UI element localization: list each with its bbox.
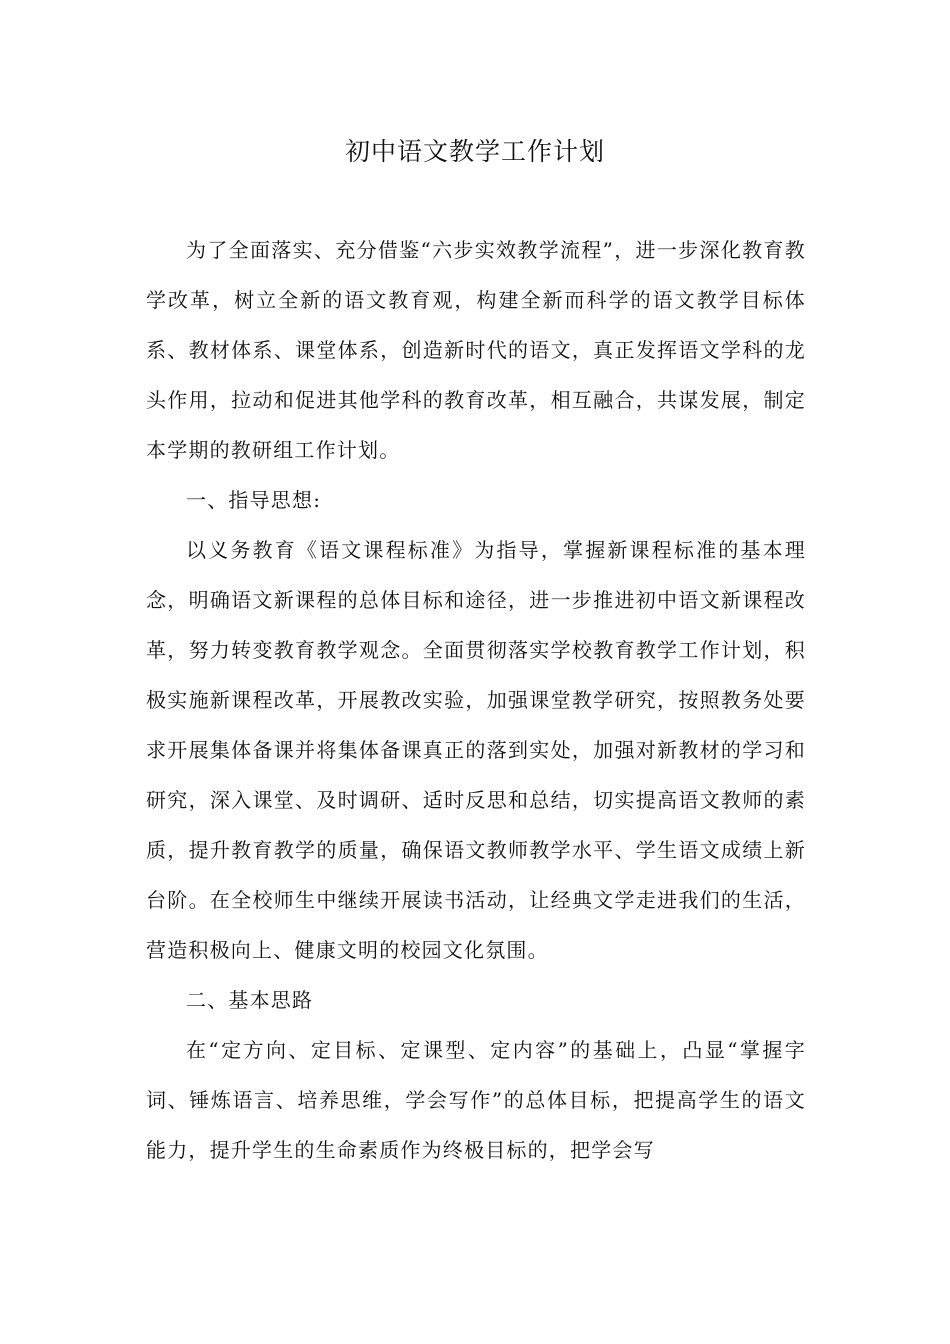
document-body	[146, 225, 806, 1175]
section-heading-guiding-ideology: 一、指导思想:	[186, 488, 322, 512]
basic-approach-paragraph: 在“定方向、定目标、定课型、定内容”的基础上，凸显“掌握字词、锤炼语言、培养思维，学会写作”的总体目标，把提高学生的语文能力，提升学生的生命素质作为终极目标的，把学会写	[146, 1038, 806, 1162]
document-title: 初中语文教学工作计划	[344, 137, 605, 166]
guiding-ideology-paragraph: 以义务教育《语文课程标准》为指导，掌握新课程标准的基本理念，明确语文新课程的总体目标和途径，进一步推进初中语文新课程改革，努力转变教育教学观念。全面贯彻落实学校教育教学工作计划，积极实施新课程改革，开展教改实验，加强课堂教学研究，按照教务处要求开展集体备课并将集体备课真正的落到实处，加强对新教材的学习和研究，深入课堂、及时调研、适时反思和总结，切实提高语文教师的素质，提升教育教学的质量，确保语文教师教学水平、学生语文成绩上新台阶。在全校师生中继续开展读书活动，让经典文学走进我们的生活，营造积极向上、健康文明的校园文化氛围。	[146, 538, 806, 962]
intro-paragraph: 为了全面落实、充分借鉴“六步实效教学流程”，进一步深化教育教学改革，树立全新的语文教育观，构建全新而科学的语文教学目标体系、教材体系、课堂体系，创造新时代的语文，真正发挥语文学科的龙头作用，拉动和促进其他学科的教育改革，相互融合，共谋发展，制定本学期的教研组工作计划。	[146, 238, 806, 462]
section-heading-basic-approach: 二、基本思路	[186, 988, 314, 1012]
